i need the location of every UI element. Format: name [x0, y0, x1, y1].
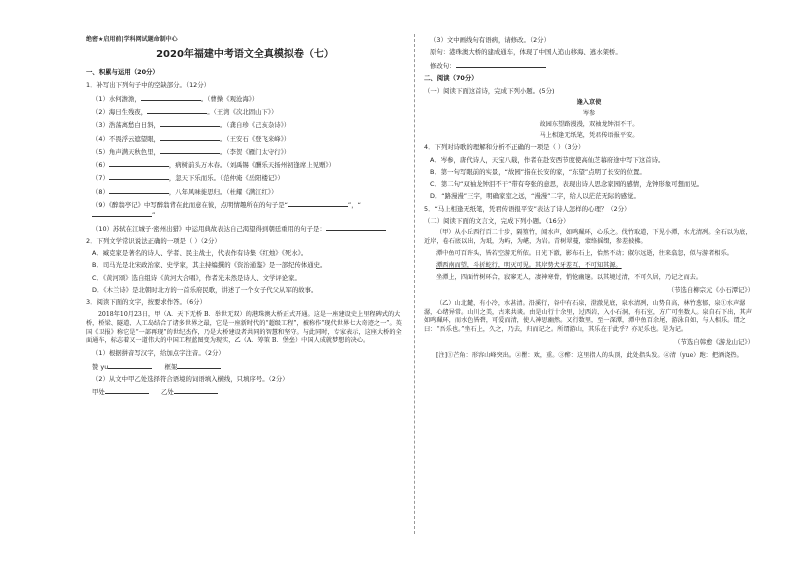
- answer-blank[interactable]: [160, 147, 220, 154]
- answer-blank[interactable]: [141, 94, 201, 101]
- q4-option-a[interactable]: A．岑参，唐代诗人，天宝八载，作者在赴安西节度使高仙芝幕府途中写下这首诗。: [430, 155, 665, 164]
- q1-item: （8） ，八年风味徙思归。（杜耀《满江红》）: [92, 187, 278, 196]
- part2-sub2: （二）阅读下面的文言文，完成下列小题。（16分）: [424, 217, 570, 226]
- poem-title: 逢入京使: [576, 99, 602, 107]
- question-5: 5．“马上相逢无纸笔，凭君传语报平安”表达了诗人怎样的心理？（2分）: [424, 204, 631, 213]
- q3-passage: 2018年10月23日，甲（A．天下无桥 B．举世无双）的港珠澳大桥正式开通。这是一座建设史上里程碑式的大桥，桥梁、隧道、人工岛结合了诸多世界之最，它是一座新时代的“超级工程”，被称作“现代世界七大奇迹之一”。英国《卫报》称它是“一部再现”的世纪杰作，乃是大桥建设者共同的智慧和坚守。与此同时，专家表示，这座大桥的全面通车，标志着又一道伟大的中国工程蓝图变为现实，乙（A．筹策 B．堡垒）中国人成就梦想的决心。: [86, 310, 402, 345]
- answer-blank[interactable]: [456, 61, 546, 68]
- text-a-paragraph: 潭中鱼可百许头，皆若空游无所依。日光下澈，影布石上，佁然不动；俶尔远逝，往来翕忽，似与游者相乐。: [436, 250, 733, 258]
- annotation-note: [注]①芒角：形容山峰突出。②瞿：欢，重。③醉：这里指人的头顶，此处指头发。④清（yue）跑：把酒浇热。: [436, 351, 743, 359]
- answer-blank[interactable]: [177, 362, 221, 369]
- q1-item: （4）不畏浮云遮望眼， 。（王安石《登飞来峰》）: [92, 134, 291, 143]
- q1-item: （3）浩荡离愁白日斜， 。（龚自珍《己亥杂诗》）: [92, 121, 291, 130]
- text-a-paragraph: 潭西南而望，斗折蛇行，明灭可见。其岸势犬牙差互，不可知其源。: [436, 262, 622, 270]
- q3-sub1: （1）根据拼音写汉字，给加点字注音。（2分）: [92, 349, 225, 358]
- q4-option-b[interactable]: B．第一句写眼前的实景，“故园”指在长安的家，“东望”点明了长安的位置。: [430, 167, 646, 176]
- text-a-paragraph: （甲）从小丘西行百二十步，隔篁竹，闻水声，如鸣珮环，心乐之。伐竹取道，下见小潭，水尤清冽。全石以为底，近岸，卷石底以出，为坻，为屿，为嵁，为岩。青树翠蔓，蒙络摇缀，参差披拂。: [424, 229, 752, 246]
- text-b-source: （节选自韩愈《游龙山记》）: [674, 338, 754, 347]
- q3-sub2: （2）从文中甲乙处选择符合语境的词语填入横线，只填序号。（2分）: [92, 375, 289, 384]
- page-title: 2020年福建中考语文全真模拟卷（七）: [156, 48, 334, 60]
- part1-heading: 一、积累与运用（20分）: [86, 68, 159, 77]
- poem-author: 岑参: [582, 110, 596, 118]
- part2-sub1: （一）阅读下面这首诗，完成下列小题。(5分): [424, 87, 555, 96]
- q3-sub3-fix: 修改句：: [430, 61, 754, 71]
- q2-option-b[interactable]: B．司马光是北宋政治家、史学家，其主持编撰的《资治通鉴》是一部纪传体通史。: [92, 261, 327, 270]
- answer-blank[interactable]: [92, 210, 152, 217]
- answer-blank[interactable]: [147, 107, 207, 114]
- answer-blank[interactable]: [326, 224, 386, 231]
- answer-blank[interactable]: [174, 387, 218, 394]
- q4-option-c[interactable]: C．第二句“双袖龙钟泪不干”带有夸张的意思，表现出诗人思念家园的感情，龙钟形象可想而见。: [430, 180, 704, 189]
- q1-item: （7） ，忽天下乐而乐。（范仲淹《岳阳楼记》）: [92, 174, 284, 183]
- column-divider: [414, 34, 415, 534]
- q1-item: （10）苏轼在江城子·密州出猎》中运用典故表达自己渴望得到朝廷重用的句子是：: [92, 224, 404, 234]
- answer-blank[interactable]: [109, 160, 169, 167]
- answer-blank[interactable]: [109, 173, 169, 180]
- left-column: [86, 36, 404, 401]
- text-b-paragraph: （乙）山北麓，有小冷，水甚清。沿溪行，谷中有石泉，澄澈见底，泉水清冽，山势自高，林竹葱郁，泉①水声潺潺，心绪异常。山川之美，古来共谈。由是山行十余里，过西岩，入小石洞，有石室，方广可坐数人。泉自石下出，其声如鸣珮环，而水色皆碧，可爱而清，使人神思幽然。又行数里，至一深潭，潭中鱼百余尾，游泳自如，与人相乐。谓之曰：“吾乐也。”坐石上，久之，乃去，归而记之。所谓游山，其乐在于此乎？亦足乐也。是为记。: [424, 299, 752, 334]
- answer-blank[interactable]: [105, 387, 149, 394]
- q1-item: （5）角声满天秋色里， 。（李贺《雁门太守行》）: [92, 147, 291, 156]
- q2-option-d[interactable]: D．《木兰诗》是北朝时北方的一首乐府民歌，讲述了一个女子代父从军的故事。: [92, 285, 318, 294]
- q3-sub3-original: 原句：港珠澳大桥的建成通车，体现了中国人追山移海、逃水架桥。: [430, 48, 622, 57]
- right-column: [424, 36, 754, 364]
- question-3: 3．阅读下面的文字，按要求作答。（6分）: [86, 298, 206, 307]
- answer-blank[interactable]: [109, 187, 169, 194]
- q3-sub1-answers: 赞 yu 框架: [92, 362, 404, 372]
- question-1: 1．补写出下列句子中的空缺部分。（12分）: [86, 81, 211, 90]
- poem-line: 故园东望路漫漫，双袖龙钟泪不干。: [539, 121, 639, 129]
- answer-blank[interactable]: [108, 362, 152, 369]
- q2-option-c[interactable]: C．《黄河颂》选自组诗《黄河大合唱》，作者光未然是诗人、文学评论家。: [92, 273, 301, 282]
- q1-item: （1）水何澹澹， 。（曹操《观沧海》）: [92, 94, 259, 103]
- q1-item: （6） ，病树前头万木春。（刘禹锡《酬乐天扬州初逢席上见赠》）: [92, 161, 336, 170]
- text-a-paragraph: 坐潭上，四面竹树环合，寂寥无人，凄神寒骨，悄怆幽邃。以其境过清，不可久居，乃记之而去。: [436, 274, 703, 282]
- q3-sub3: （3）文中画线句有语病，请修改。（2分）: [430, 36, 550, 44]
- q3-sub2-answers: 甲处 乙处: [92, 387, 404, 397]
- answer-blank[interactable]: [160, 120, 220, 127]
- part2-heading: 二、阅读（70分）: [424, 73, 478, 82]
- answer-blank[interactable]: [160, 134, 220, 141]
- question-2: 2．下列文学常识说法正确的一项是（ ）（2分）: [86, 236, 221, 245]
- q4-option-d[interactable]: D．“路漫漫”三字，明确家室之远，“漫漫”二字，给人以茫茫无际的感觉。: [430, 192, 640, 201]
- answer-blank[interactable]: [288, 200, 348, 207]
- q2-option-a[interactable]: A．臧克家是著名的诗人、学者、民主战士，代表作有诗集《红烛》《死水》。: [92, 249, 308, 258]
- text-a-source: （节选自柳宗元《小石潭记》）: [667, 286, 754, 295]
- q1-item: （2）海日生残夜， 。（王湾《次北固山下》）: [92, 108, 278, 117]
- poem-line: 马上相逢无纸笔，凭君传语报平安。: [539, 132, 639, 140]
- q1-item: （9）《醉翁亭记》中写醉翁背在此而意在彼，点明情趣所在的句子是“ ”，“”: [92, 201, 361, 220]
- question-4: 4．下列对诗歌的理解和分析不正确的一项是（ ）（3分）: [424, 143, 585, 152]
- header-note: 绝密★启用前|学科网试题命制中心: [86, 36, 178, 43]
